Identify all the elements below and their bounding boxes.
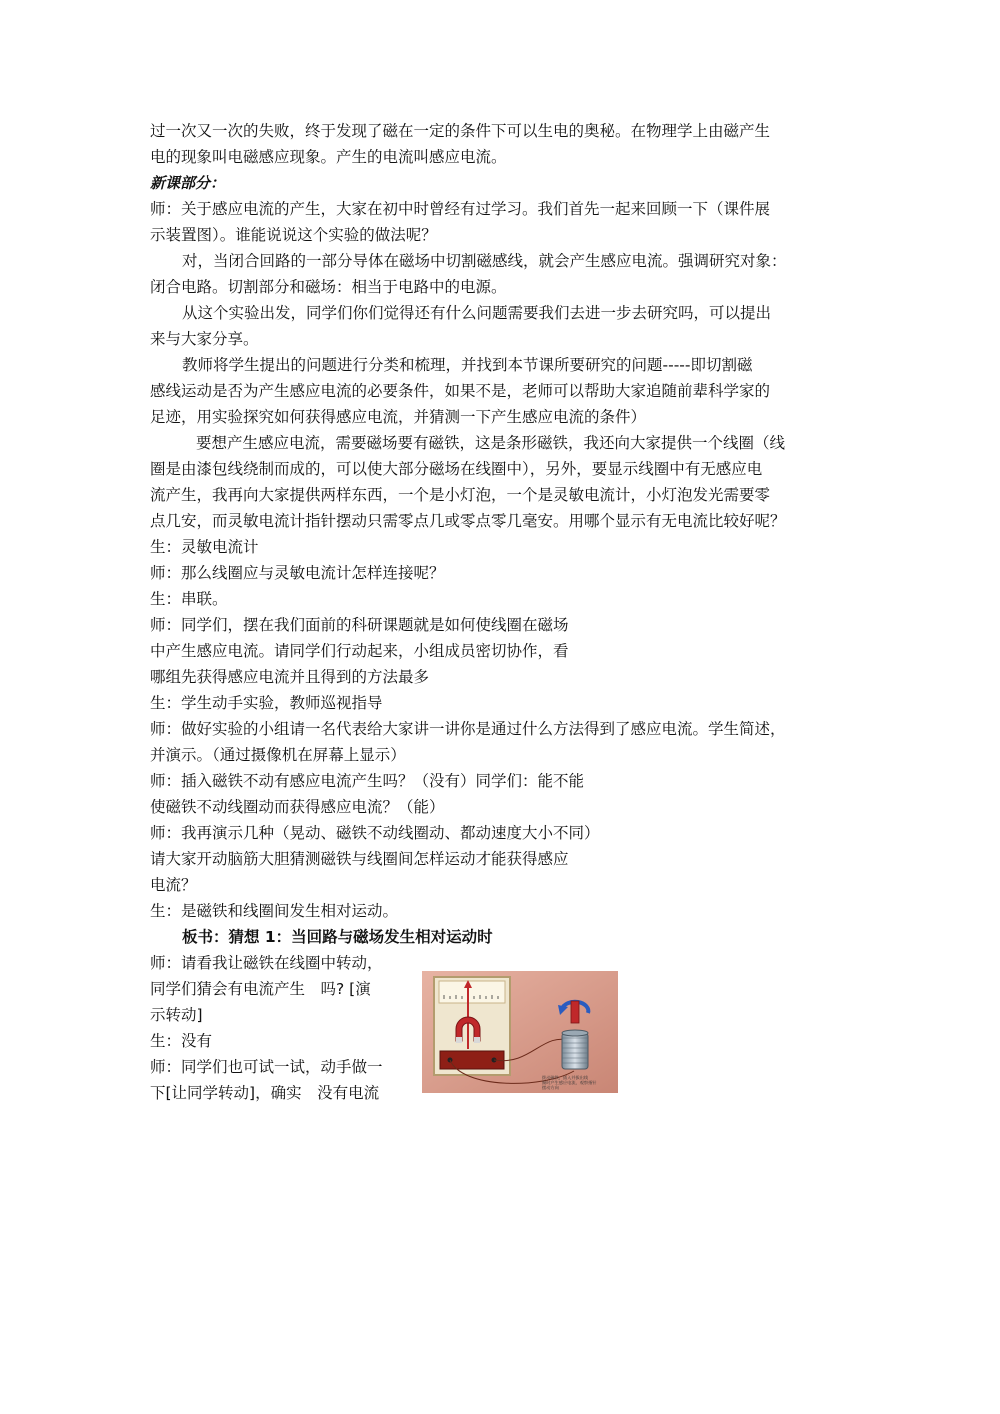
intro-line: 过一次又一次的失败，终于发现了磁在一定的条件下可以生电的奥秘。在物理学上由磁产生	[150, 122, 771, 140]
section-heading: 新课部分：	[150, 174, 226, 192]
dialog-line: 师：做好实验的小组请一名代表给大家讲一讲你是通过什么方法得到了感应电流。学生简述，	[150, 720, 786, 738]
dialog-line: 生：串联。	[150, 590, 228, 608]
dialog-line: 生：学生动手实验，教师巡视指导	[150, 694, 383, 712]
paragraph-line: 示装置图）。谁能说说这个实验的做法呢？	[150, 226, 437, 244]
figure-caption-line: 圈时产生感应电流，观察指针	[542, 1080, 597, 1085]
bottom-line: 同学们猜会有电流产生 吗? [演	[150, 980, 371, 998]
dialog-line: 师：插入磁铁不动有感应电流产生吗？（没有）同学们：能不能	[150, 772, 585, 790]
dialog-line: 并演示。（通过摄像机在屏幕上显示）	[150, 746, 406, 764]
paragraph-line: 足迹，用实验探究如何获得感应电流，并猜测一下产生感应电流的条件）	[150, 408, 647, 426]
bottom-line: 生：没有	[150, 1032, 213, 1050]
dialog-line: 使磁铁不动线圈动而获得感应电流？（能）	[150, 798, 445, 816]
paragraph-line: 点几安，而灵敏电流计指针摆动只需零点几或零点零几毫安。用哪个显示有无电流比较好呢？	[150, 512, 786, 530]
bottom-line: 示转动]	[150, 1006, 203, 1024]
dialog-line: 师：我再演示几种（晃动、磁铁不动线圈动、都动速度大小不同）	[150, 824, 600, 842]
paragraph-line: 来与大家分享。	[150, 330, 259, 348]
paragraph-line: 师：关于感应电流的产生，大家在初中时曾经有过学习。我们首先一起来回顾一下（课件展	[150, 200, 771, 218]
bottom-line: 师：请看我让磁铁在线圈中转动，	[150, 954, 383, 972]
dialog-line: 中产生感应电流。请同学们行动起来，小组成员密切协作，看	[150, 642, 569, 660]
bottom-text-column	[150, 950, 420, 1106]
paragraph-line: 闭合电路。切割部分和磁场：相当于电路中的电源。	[150, 278, 507, 296]
bottom-line: 师：同学们也可试一试，动手做一	[150, 1058, 383, 1076]
figure-caption-line: 拨动磁铁，插入并拔出线	[542, 1075, 589, 1080]
paragraph-line: 感线运动是否为产生感应电流的必要条件，如果不是，老师可以帮助大家追随前辈科学家的	[150, 382, 771, 400]
galvanometer-coil-figure	[422, 971, 618, 1093]
board-note: 板书：猜想 1：当回路与磁场发生相对运动时	[182, 928, 493, 946]
dialog-line: 电流？	[150, 876, 197, 894]
dialog-line: 请大家开动脑筋大胆猜测磁铁与线圈间怎样运动才能获得感应	[150, 850, 569, 868]
dialog-line: 师：同学们，摆在我们面前的科研课题就是如何使线圈在磁场	[150, 616, 569, 634]
dialog-line: 哪组先获得感应电流并且得到的方法最多	[150, 668, 430, 686]
paragraph-line: 要想产生感应电流，需要磁场要有磁铁，这是条形磁铁，我还向大家提供一个线圈（线	[196, 434, 786, 452]
document-body	[150, 118, 855, 1106]
dialog-line: 生：灵敏电流计	[150, 538, 259, 556]
paragraph-line: 流产生，我再向大家提供两样东西，一个是小灯泡，一个是灵敏电流计，小灯泡发光需要零	[150, 486, 771, 504]
dialog-line: 师：那么线圈应与灵敏电流计怎样连接呢？	[150, 564, 445, 582]
paragraph-line: 圈是由漆包线绕制而成的，可以使大部分磁场在线圈中），另外，要显示线圈中有无感应电	[150, 460, 763, 478]
paragraph-line: 教师将学生提出的问题进行分类和梳理，并找到本节课所要研究的问题-----即切割磁	[182, 356, 753, 374]
paragraph-line: 对，当闭合回路的一部分导体在磁场中切割磁感线，就会产生感应电流。强调研究对象：	[182, 252, 787, 270]
bottom-line: 下[让同学转动]，确实 没有电流	[150, 1084, 380, 1102]
paragraph-line: 从这个实验出发，同学们你们觉得还有什么问题需要我们去进一步去研究吗，可以提出	[182, 304, 772, 322]
experiment-illustration	[422, 971, 618, 1093]
dialog-line: 生：是磁铁和线圈间发生相对运动。	[150, 902, 399, 920]
intro-line: 电的现象叫电磁感应现象。产生的电流叫感应电流。	[150, 148, 507, 166]
figure-caption-line: 摆动方向	[542, 1085, 559, 1090]
